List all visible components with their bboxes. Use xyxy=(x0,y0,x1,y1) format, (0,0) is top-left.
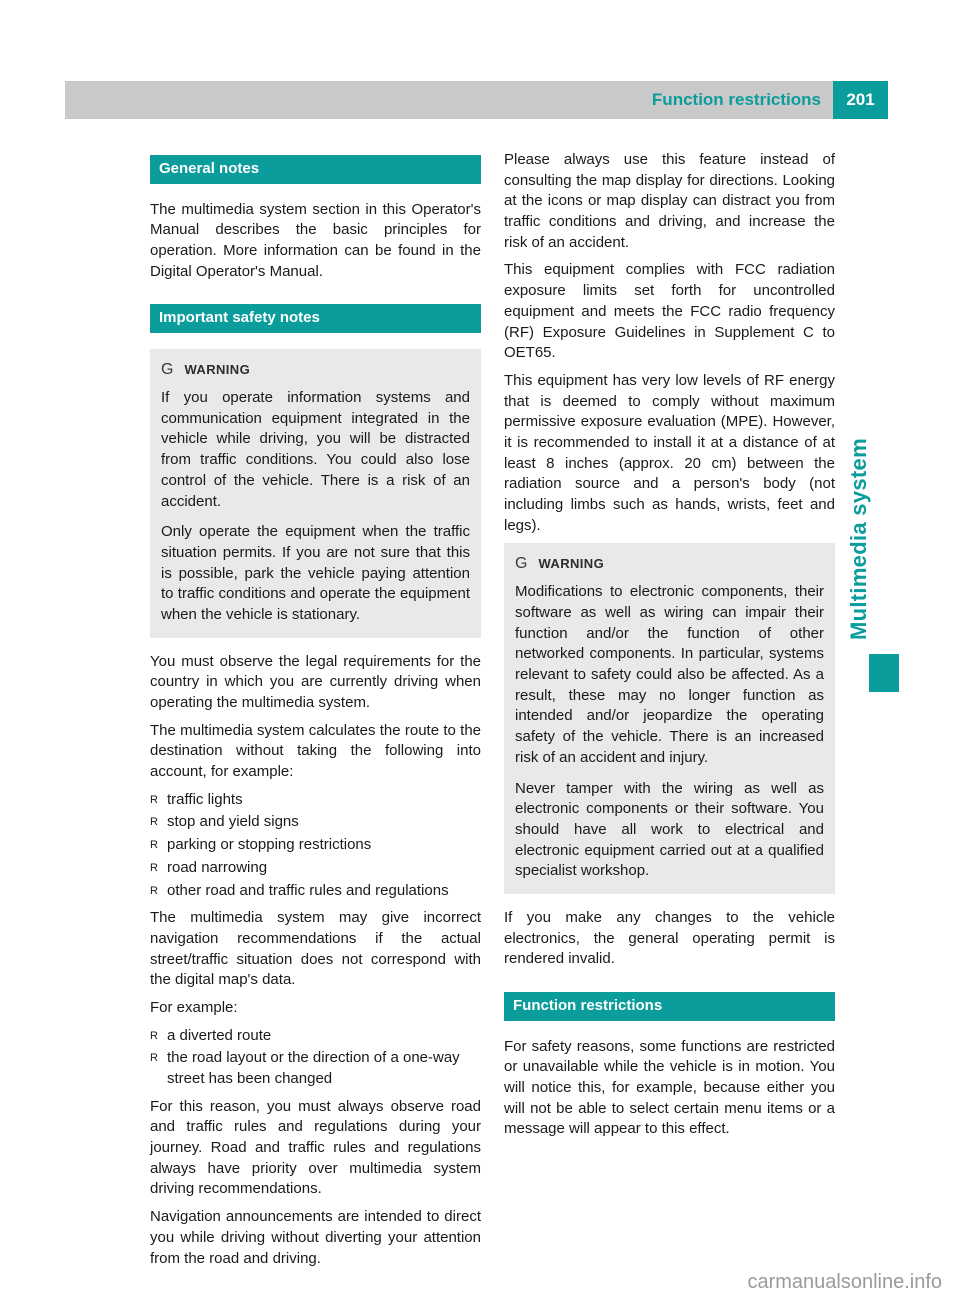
bullet-icon: R xyxy=(150,816,158,829)
list-item xyxy=(150,1048,481,1089)
body-paragraph: You must observe the legal requirements for the country in which you are currently driving when operating the multimedia system. xyxy=(150,652,481,711)
body-paragraph: Please always use this feature instead of consulting the map display for directions. Looking at the icons or map display can distract you from traffic conditions and driving, and increase the risk of an accident. xyxy=(504,151,835,251)
page-header-title: Function restrictions xyxy=(651,90,821,109)
warning-paragraph: Never tamper with the wiring as well as electronic components or their software. You should have all work to electrical and electronic equipment carried out at a qualified specialist workshop. xyxy=(515,779,824,880)
list-item xyxy=(150,835,481,856)
bullet-icon: R xyxy=(150,793,158,806)
warning-box xyxy=(150,349,481,638)
warning-box xyxy=(504,543,835,894)
warning-icon: G xyxy=(161,361,174,379)
left-column xyxy=(150,155,481,1276)
warning-label: WARNING xyxy=(184,362,251,378)
list-item-label: stop and yield signs xyxy=(167,813,299,831)
right-column xyxy=(504,150,835,1147)
body-paragraph: The multimedia system section in this Operator's Manual describes the basic principles for operation. More information can be found in the Digital Operator's Manual. xyxy=(150,200,481,280)
warning-paragraph: Modifications to electronic components, their software as well as wiring can impair their function and/or the function of other networked components. In particular, systems relevant to safety could also be affected. As a result, these may no longer function as intended and/or jeopardize the operating safety of the vehicle. There is an increased risk of an accident and injury. xyxy=(515,583,824,766)
body-paragraph: For example: xyxy=(150,998,238,1016)
body-paragraph: This equipment complies with FCC radiation exposure limits set forth for uncontrolled equipment and meets the FCC radio frequency (RF) Exposure Guidelines in Supplement C to OET65. xyxy=(504,261,835,362)
watermark: carmanualsonline.info xyxy=(747,1271,942,1293)
warning-icon: G xyxy=(515,555,528,573)
page-header-band xyxy=(65,81,833,119)
list-item xyxy=(150,790,481,811)
examples-list xyxy=(150,1026,481,1090)
warning-paragraph: If you operate information systems and communication equipment integrated in the vehicle while driving, you will be distracted from traffic conditions. You could also lose control of the vehicle. There is a risk of an accident. xyxy=(161,389,470,510)
page-number-badge: 201 xyxy=(833,81,888,119)
section-header-important-safety-notes: Important safety notes xyxy=(150,304,481,333)
body-paragraph: If you make any changes to the vehicle electronics, the general operating permit is rendered invalid. xyxy=(504,908,835,968)
chapter-tab-marker xyxy=(869,654,899,692)
body-paragraph: The multimedia system may give incorrect navigation recommendations if the actual street/traffic situation does not correspond with the digital map's data. xyxy=(150,909,481,989)
list-item-label: parking or stopping restrictions xyxy=(167,836,372,854)
warning-label: WARNING xyxy=(538,556,605,572)
body-paragraph: For safety reasons, some functions are restricted or unavailable while the vehicle is in motion. You will notice this, for example, because either you will not be able to select certain menu items or a message will appear to this effect. xyxy=(504,1037,835,1138)
warning-header xyxy=(515,555,824,573)
warning-header xyxy=(161,361,470,379)
chapter-tab-label: Multimedia system xyxy=(846,438,871,640)
list-item xyxy=(150,812,481,833)
list-item-label: road narrowing xyxy=(167,858,268,876)
body-paragraph: This equipment has very low levels of RF energy that is deemed to comply without maximum permissive exposure evaluation (MPE). However, it is recommended to install it at a distance of at least 8 inches (approx. 20 cm) between the radiation source and a person's body (not including limbs such as hands, wrists, feet and legs). xyxy=(504,371,835,534)
section-header-general-notes: General notes xyxy=(150,155,481,184)
bullet-icon: R xyxy=(150,861,158,874)
warning-paragraph: Only operate the equipment when the traffic situation permits. If you are not sure that this is possible, park the vehicle paying attention to traffic conditions and operate the equipment when the vehicle is stationary. xyxy=(161,523,470,623)
body-paragraph: The multimedia system calculates the route to the destination without taking the following into account, for example: xyxy=(150,721,481,781)
route-factors-list xyxy=(150,790,481,901)
bullet-icon: R xyxy=(150,839,158,852)
bullet-icon: R xyxy=(150,1052,158,1065)
body-paragraph: Navigation announcements are intended to direct you while driving without diverting your attention from the road and driving. xyxy=(150,1208,481,1267)
list-item-label: a diverted route xyxy=(167,1026,272,1044)
list-item xyxy=(150,881,481,902)
list-item-label: other road and traffic rules and regulations xyxy=(167,881,449,899)
list-item-label: the road layout or the direction of a one-way street has been changed xyxy=(167,1049,460,1087)
list-item xyxy=(150,858,481,879)
body-paragraph: For this reason, you must always observe road and traffic rules and regulations during your journey. Road and traffic rules and regulations always have priority over multimedia system driving recommendations. xyxy=(150,1097,481,1198)
list-item xyxy=(150,1026,481,1047)
bullet-icon: R xyxy=(150,884,158,897)
section-header-function-restrictions: Function restrictions xyxy=(504,992,835,1021)
list-item-label: traffic lights xyxy=(167,790,243,808)
bullet-icon: R xyxy=(150,1029,158,1042)
